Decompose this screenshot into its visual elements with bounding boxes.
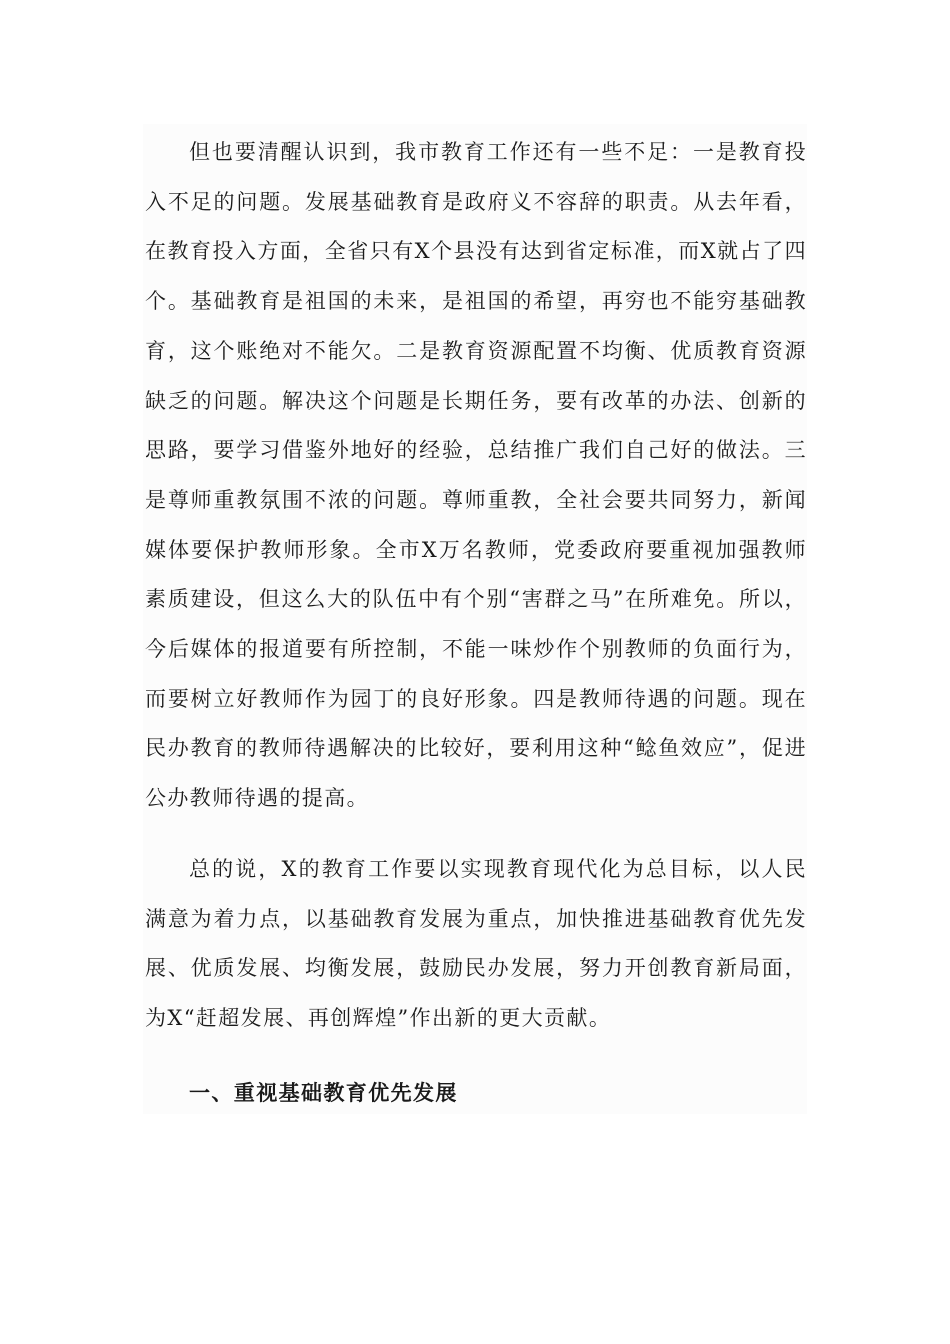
document-body (143, 124, 807, 1114)
paragraph-summary: 总的说，X的教育工作要以实现教育现代化为总目标，以人民满意为着力点，以基础教育发展为重点，加快推进基础教育优先发展、优质发展、均衡发展，鼓励民办发展，努力开创教育新局面，为X“赶超发展、再创辉煌”作出新的更大贡献。 (145, 857, 807, 1031)
section-heading: 一、重视基础教育优先发展 (189, 1080, 458, 1105)
paragraph-education-shortcomings: 但也要清醒认识到，我市教育工作还有一些不足：一是教育投入不足的问题。发展基础教育是政府义不容辞的职责。从去年看，在教育投入方面，全省只有X个县没有达到省定标准，而X就占了四个。基础教育是祖国的未来，是祖国的希望，再穷也不能穷基础教育，这个账绝对不能欠。二是教育资源配置不均衡、优质教育资源缺乏的问题。解决这个问题是长期任务，要有改革的办法、创新的思路，要学习借鉴外地好的经验，总结推广我们自己好的做法。三是尊师重教氛围不浓的问题。尊师重教，全社会要共同努力，新闻媒体要保护教师形象。全市X万名教师，党委政府要重视加强教师素质建设，但这么大的队伍中有个别“害群之马”在所难免。所以，今后媒体的报道要有所控制，不能一味炒作个别教师的负面行为，而要树立好教师作为园丁的良好形象。四是教师待遇的问题。现在民办教育的教师待遇解决的比较好，要利用这种“鲶鱼效应”，促进公办教师待遇的提高。 (145, 140, 807, 811)
